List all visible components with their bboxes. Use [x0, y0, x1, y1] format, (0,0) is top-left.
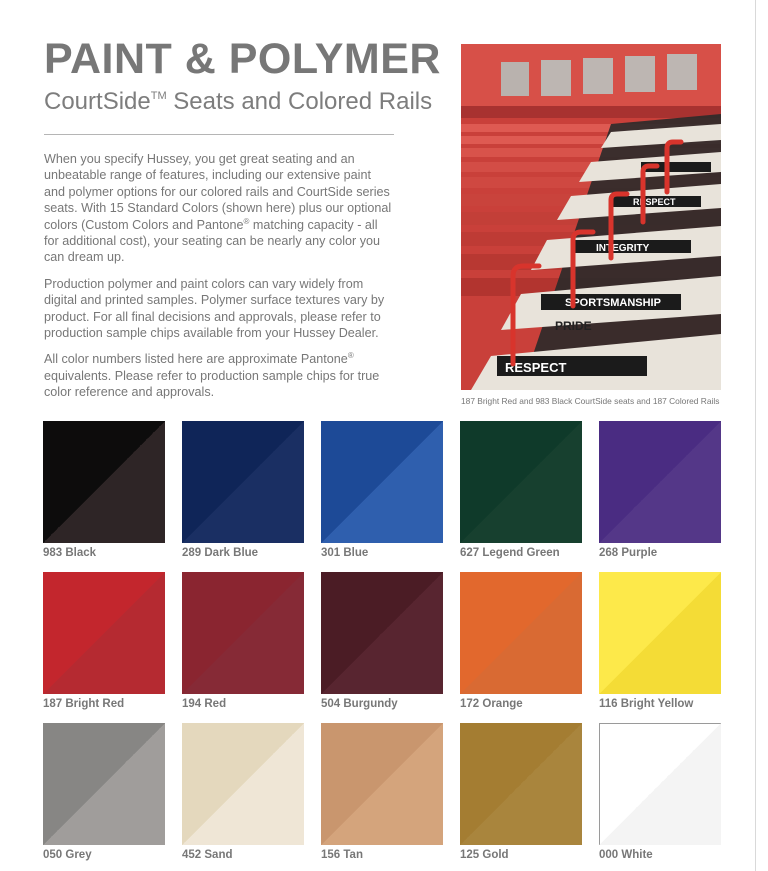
swatch-label: 116 Bright Yellow	[599, 698, 694, 710]
swatch-label: 627 Legend Green	[460, 547, 560, 559]
swatch-texture	[43, 723, 165, 845]
intro-p3-end: equivalents. Please refer to production sample chips for true color reference and approvals.	[44, 368, 380, 400]
color-swatch	[182, 421, 304, 543]
swatch-label: 187 Bright Red	[43, 698, 125, 710]
swatch-label: 289 Dark Blue	[182, 547, 259, 559]
intro-p1-end: matching capacity - all for additional cost), your seating can be nearly any color you can dream up.	[44, 217, 381, 265]
intro-p1-text: When you specify Hussey, you get great seating and an unbeatable range of features, including our extensive paint and polymer options for our colored rails and CourtSide series seats. With 15 Standard Colors (shown here) plus our optional colors (Custom Colors and Pantone	[44, 152, 392, 232]
intro-p3-text: All color numbers listed here are approximate Pantone	[44, 352, 348, 367]
swatch-label: 268 Purple	[599, 547, 658, 559]
step-label: PRIDE	[555, 319, 592, 333]
registered-mark: ®	[347, 351, 354, 361]
swatch-texture	[599, 572, 721, 694]
intro-text	[44, 151, 394, 411]
color-swatch	[182, 723, 304, 845]
swatch-label: 125 Gold	[460, 849, 509, 861]
subtitle-brand: CourtSide	[44, 88, 151, 115]
color-swatch	[43, 421, 165, 543]
page-edge-rule	[755, 0, 756, 871]
swatch-texture	[460, 421, 582, 543]
swatch-label: 452 Sand	[182, 849, 233, 861]
swatch-texture	[43, 421, 165, 543]
swatch-label: 983 Black	[43, 547, 97, 559]
color-swatch	[599, 421, 721, 543]
swatch-texture	[321, 572, 443, 694]
bleacher-illustration	[461, 44, 721, 390]
color-swatch	[321, 723, 443, 845]
swatch-label: 156 Tan	[321, 849, 363, 861]
registered-mark: ®	[243, 216, 250, 226]
color-swatch	[182, 572, 304, 694]
intro-paragraph-1	[44, 151, 394, 266]
swatch-texture	[460, 572, 582, 694]
step-label: SPORTSMANSHIP	[565, 297, 661, 309]
step-label: RESPECT	[505, 360, 567, 375]
swatch-label: 194 Red	[182, 698, 227, 710]
color-swatch	[321, 421, 443, 543]
swatch-texture	[599, 421, 721, 543]
color-swatch	[460, 572, 582, 694]
color-swatch	[460, 723, 582, 845]
swatch-label: 504 Burgundy	[321, 698, 398, 710]
color-swatch	[43, 723, 165, 845]
title-divider	[44, 134, 394, 135]
step-label: RESPECT	[633, 197, 676, 207]
swatch-texture	[43, 572, 165, 694]
swatch-texture	[182, 723, 304, 845]
step-label: INTEGRITY	[596, 243, 650, 254]
intro-paragraph-2: Production polymer and paint colors can vary widely from digital and printed samples. Polymer surface textures vary by product. For all final decisions and approvals, please refer to production sample chips available from your Hussey Dealer.	[44, 276, 385, 341]
bleacher-photo	[461, 44, 721, 390]
color-swatch	[43, 572, 165, 694]
swatch-texture	[321, 421, 443, 543]
swatch-texture	[321, 723, 443, 845]
swatch-texture	[599, 723, 721, 845]
swatch-texture	[460, 723, 582, 845]
swatch-texture	[182, 421, 304, 543]
page-subtitle	[44, 89, 432, 115]
swatch-texture	[182, 572, 304, 694]
swatch-label: 000 White	[599, 849, 653, 861]
color-swatch	[599, 572, 721, 694]
intro-paragraph-3	[44, 351, 394, 400]
color-swatch	[460, 421, 582, 543]
swatch-label: 050 Grey	[43, 849, 92, 861]
swatch-label: 301 Blue	[321, 547, 369, 559]
swatch-label: 172 Orange	[460, 698, 523, 710]
color-swatch	[599, 723, 721, 845]
trademark-mark: TM	[150, 90, 167, 102]
photo-caption: 187 Bright Red and 983 Black CourtSide seats and 187 Colored Rails	[461, 396, 720, 406]
color-swatch	[321, 572, 443, 694]
subtitle-rest: Seats and Colored Rails	[166, 88, 433, 115]
page-title: PAINT & POLYMER	[44, 35, 441, 83]
